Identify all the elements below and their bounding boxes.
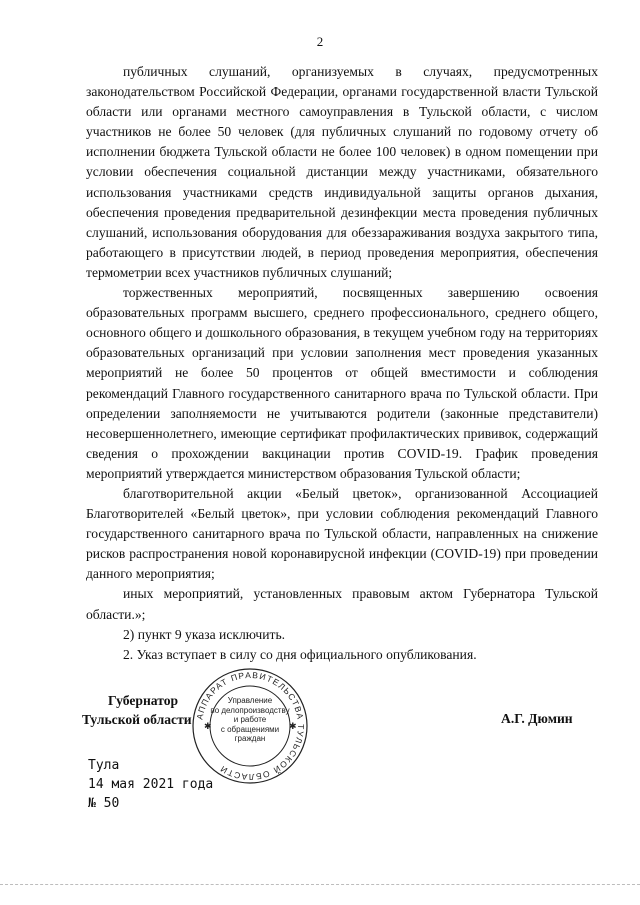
stamp-center-text <box>206 696 294 744</box>
stamp-line: и работе <box>233 715 267 724</box>
paragraph-public-hearings: публичных слушаний, организуемых в случаях, предусмотренных законодательством Российской Федерации, органами государственной власти Тульской области или органами местного самоуправления в Тульской области, с числом участников не более 50 человек (для публичных слушаний по годовому отчету об исполнении бюджета Тульской области не более 100 человек) в одном помещении при условии обеспечения социальной дистанции между участниками, обязательного использования участниками средств индивидуальной защиты органов дыхания, обеспечения проведения предварительной дезинфекции места проведения публичных слушаний, использования оборудования для обеззараживания воздуха закрытого типа, работающего в присутствии людей, в период проведения мероприятия, обеспечения термометрии всех участников публичных слушаний; <box>86 64 598 280</box>
star-icon: ✱ <box>289 722 297 732</box>
document-body <box>86 62 598 665</box>
star-icon: ✱ <box>204 722 212 732</box>
signature-name: А.Г. Дюмин <box>501 711 573 726</box>
stamp-line: Управление <box>227 696 273 705</box>
page-number: 2 <box>316 34 324 49</box>
document-number: № 50 <box>88 796 120 811</box>
paragraph-white-flower: благотворительной акции «Белый цветок», организованной Ассоциацией Благотворителей «Белый цветок», при условии соблюдения рекомендаций Главного государственного санитарного врача по Тульской области, направленных на снижение рисков распространения новой коронавирусной инфекции (COVID-19) при проведении данного мероприятия; <box>86 485 598 582</box>
paragraph-graduation-events: торжественных мероприятий, посвященных завершению освоения образовательных программ высшего, среднего профессионального, среднего общего, основного общего и дошкольного образования, в текущем учебном году на территориях образовательных организаций при условии заполнения мест проведения указанных мероприятий не более 50 процентов от общей вместимости и соблюдения рекомендаций Главного государственного санитарного врача по Тульской области. При определении заполняемости не учитываются родители (законные представители) несовершеннолетнего, имеющие сертификат профилактических прививок, содержащий сведения о прохождении вакцинации против COVID-19. График проведения мероприятий утверждается министерством образования Тульской области; <box>86 285 598 481</box>
paragraph-item-9: 2) пункт 9 указа исключить. <box>123 626 286 642</box>
stamp-line: по делопроизводству <box>210 705 290 715</box>
stamp-ring-text: АППАРАТ ПРАВИТЕЛЬСТВА ТУЛЬСКОЙ ОБЛАСТИ <box>194 669 307 783</box>
signature-title-line2: Тульской области <box>82 712 192 727</box>
place-city: Тула <box>88 758 120 773</box>
paragraph-effective-date: 2. Указ вступает в силу со дня официального опубликования. <box>123 646 477 662</box>
paragraph-other-events: иных мероприятий, установленных правовым актом Губернатора Тульской области.»; <box>86 586 598 622</box>
official-stamp <box>190 666 310 786</box>
signature-title-line1: Губернатор <box>108 693 179 708</box>
stamp-line: граждан <box>234 734 266 743</box>
stamp-line: с обращениями <box>220 724 280 734</box>
document-date: 14 мая 2021 года <box>88 777 214 792</box>
scan-footer-line <box>0 884 640 885</box>
